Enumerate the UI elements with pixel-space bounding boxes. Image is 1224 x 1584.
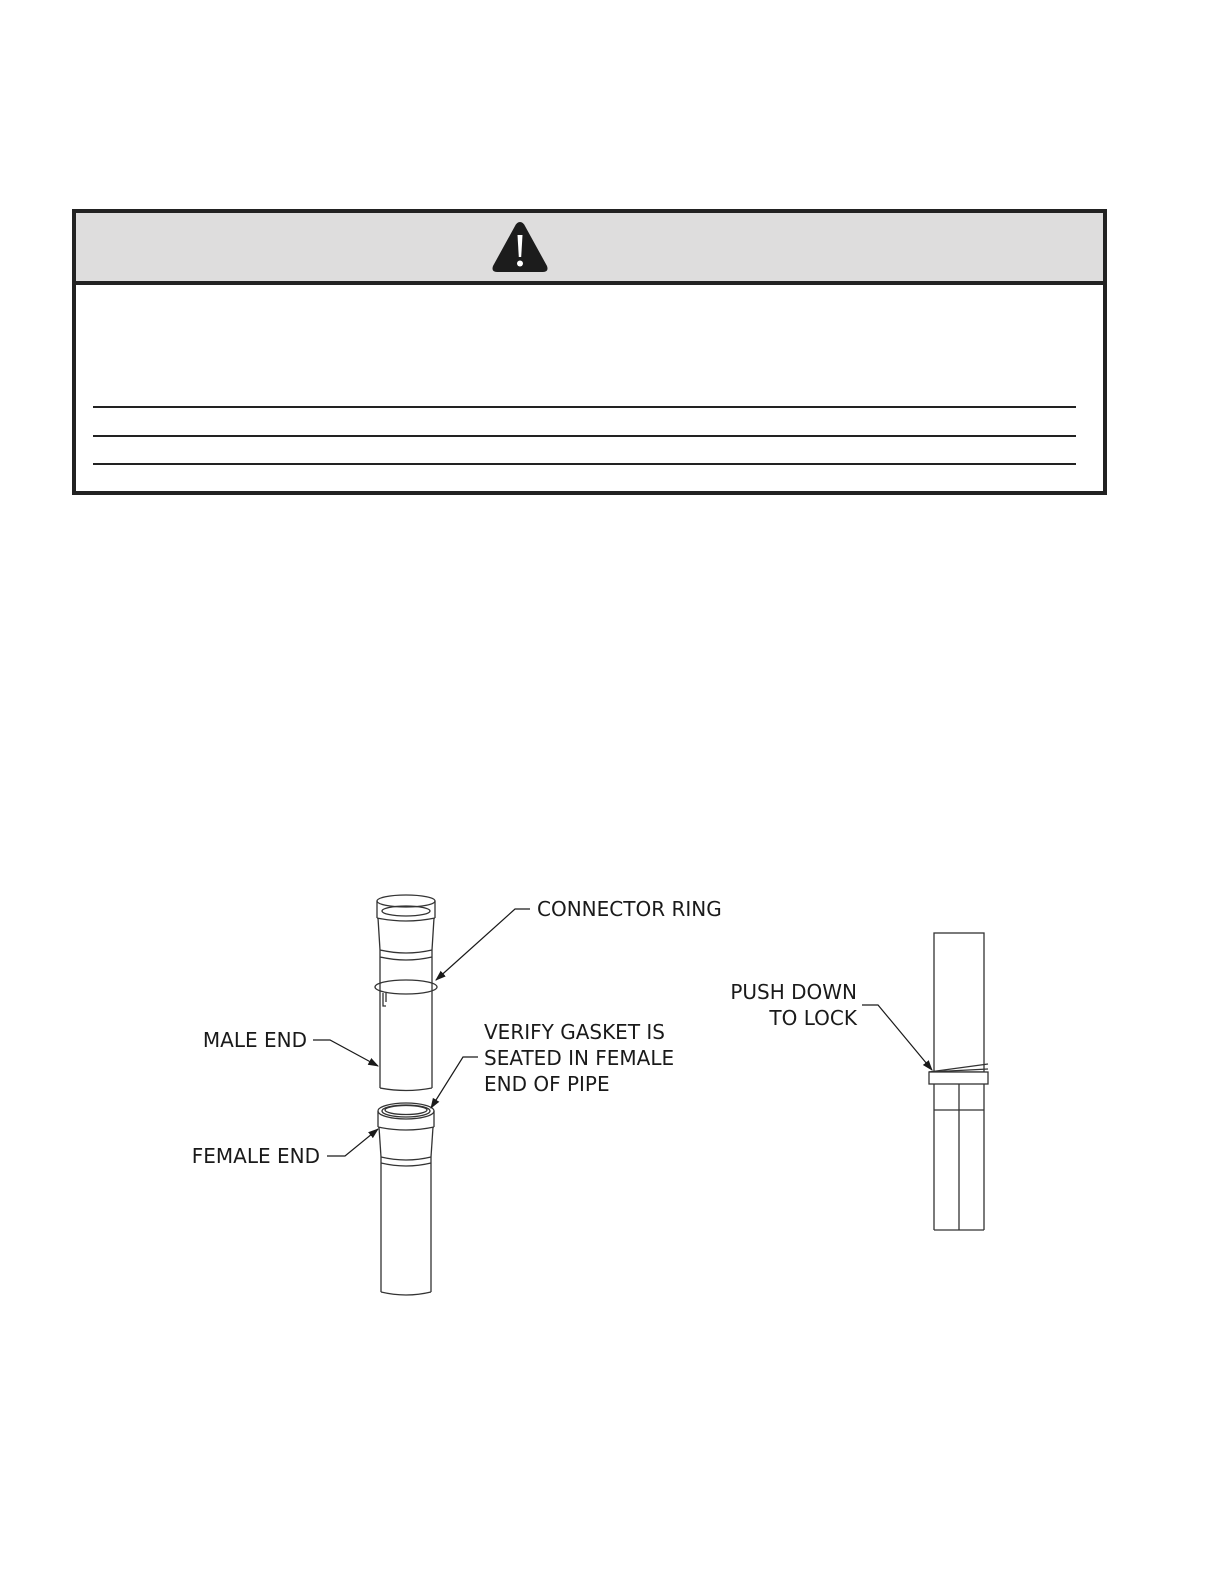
male-end-label: MALE END: [202, 1028, 307, 1052]
warning-rule-1: [93, 406, 1076, 408]
connector-ring-label: CONNECTOR RING: [537, 897, 722, 921]
warning-rule-3: [93, 463, 1076, 465]
gasket-leader: [431, 1057, 478, 1108]
male-end-leader: [313, 1040, 378, 1066]
warning-header: [76, 213, 1103, 285]
push-down-label-1: PUSH DOWN: [730, 980, 857, 1004]
female-end-label: FEMALE END: [191, 1144, 320, 1168]
warning-rule-2: [93, 435, 1076, 437]
push-down-label-2: TO LOCK: [769, 1006, 857, 1030]
connector-ring-leader: [436, 909, 530, 980]
female-pipe: [378, 1103, 434, 1295]
push-down-leader: [862, 1005, 932, 1070]
connector-ring: [375, 980, 437, 1006]
assembled-pipe: [929, 933, 988, 1230]
warning-triangle-icon: [490, 219, 550, 275]
female-end-leader: [327, 1129, 378, 1156]
verify-gasket-label-2: SEATED IN FEMALE: [484, 1046, 675, 1070]
verify-gasket-label-3: END OF PIPE: [484, 1072, 610, 1096]
verify-gasket-label-1: VERIFY GASKET IS: [484, 1020, 665, 1044]
warning-box: [72, 209, 1107, 495]
vent-pipe-diagram: [0, 860, 1224, 1330]
